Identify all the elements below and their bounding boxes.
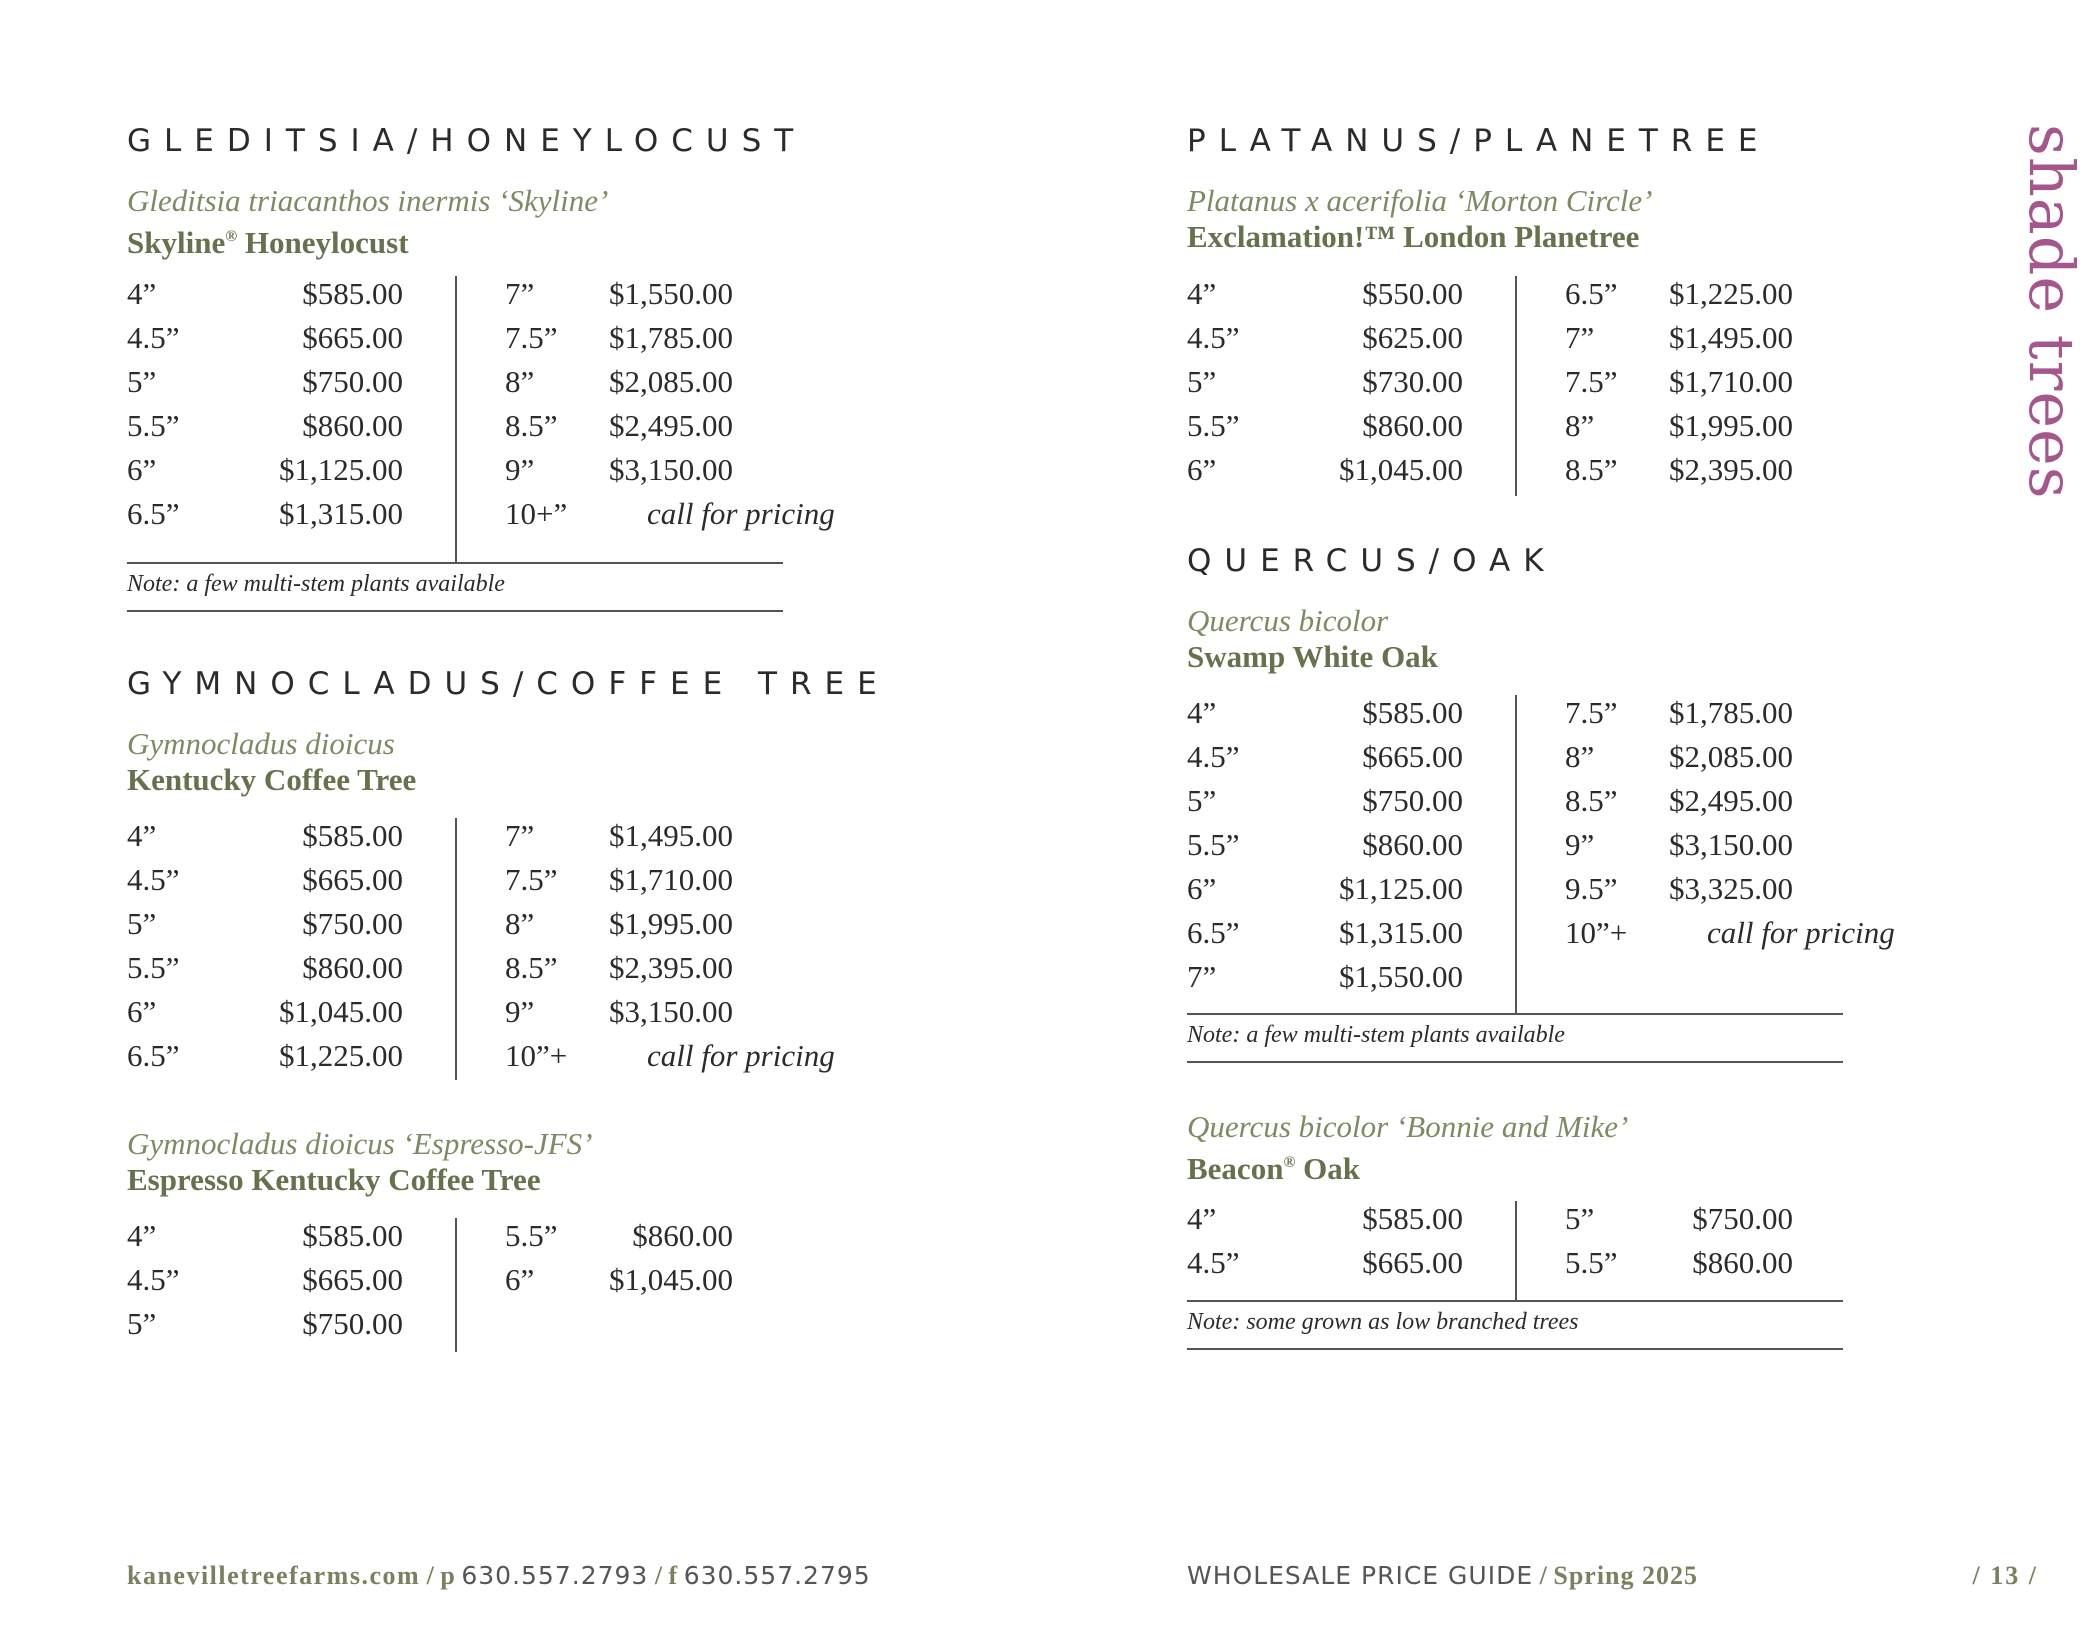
variety-latin-name: Gymnocladus dioicus ‘Espresso-JFS’ — [127, 1126, 593, 1161]
variety-latin-name: Gleditsia triacanthos inermis ‘Skyline’ — [127, 183, 609, 218]
price-row — [457, 320, 733, 364]
fax-label: f — [668, 1561, 678, 1590]
caliper-size: 4.5” — [1187, 1245, 1240, 1280]
variety-latin-name: Platanus x acerifolia ‘Morton Circle’ — [1187, 183, 1653, 218]
price-value: $1,045.00 — [609, 1262, 733, 1297]
common-name-suffix: Honeylocust — [237, 225, 409, 260]
price-table-espresso — [127, 1218, 787, 1352]
price-column-right — [1515, 695, 1895, 1013]
category-side-title: shade trees — [2015, 124, 2088, 500]
caliper-size: 7” — [1565, 320, 1595, 355]
caliper-size: 8” — [505, 906, 535, 941]
variety-common-name: Exclamation!™ London Planetree — [1187, 219, 1640, 254]
variety-exclamation — [1187, 183, 1653, 255]
caliper-size: 5” — [127, 906, 157, 941]
variety-skyline — [127, 183, 608, 261]
price-column-left — [1187, 276, 1463, 496]
price-value: $1,045.00 — [279, 994, 403, 1029]
price-value: $750.00 — [302, 1306, 403, 1341]
price-row — [127, 950, 403, 994]
caliper-size: 7.5” — [505, 320, 558, 355]
caliper-size: 6.5” — [1565, 276, 1618, 311]
price-row — [1517, 1245, 1793, 1289]
price-value: $585.00 — [1362, 695, 1463, 730]
caliper-size: 8.5” — [1565, 783, 1618, 818]
price-value: $860.00 — [1692, 1245, 1793, 1280]
price-row — [457, 1218, 733, 1262]
caliper-size: 7.5” — [505, 862, 558, 897]
variety-common-name: Kentucky Coffee Tree — [127, 762, 417, 797]
caliper-size: 10”+ — [505, 1038, 568, 1073]
price-value: $1,785.00 — [609, 320, 733, 355]
caliper-size: 5.5” — [1565, 1245, 1618, 1280]
price-row — [1187, 739, 1463, 783]
price-row — [1517, 871, 1793, 915]
price-row — [127, 994, 403, 1038]
price-value: $860.00 — [302, 408, 403, 443]
caliper-size: 4” — [127, 276, 157, 311]
price-row — [127, 276, 403, 320]
price-table-kentucky-coffee — [127, 818, 835, 1080]
price-column-left — [1187, 1201, 1463, 1289]
common-name-prefix: Beacon — [1187, 1151, 1284, 1186]
price-value: $750.00 — [302, 906, 403, 941]
price-table-beacon-oak — [1187, 1201, 1847, 1301]
price-column-right — [455, 818, 835, 1080]
price-row — [127, 818, 403, 862]
caliper-size: 7” — [505, 276, 535, 311]
variety-common-name — [127, 219, 608, 261]
price-row — [1517, 783, 1793, 827]
caliper-size: 7.5” — [1565, 695, 1618, 730]
price-value: $750.00 — [302, 364, 403, 399]
price-row — [127, 496, 403, 540]
price-row — [127, 1218, 403, 1262]
caliper-size: 5.5” — [505, 1218, 558, 1253]
price-value: $1,995.00 — [1669, 408, 1793, 443]
section-heading-gymnocladus: GYMNOCLADUS/COFFEE TREE — [127, 666, 890, 702]
caliper-size: 7” — [505, 818, 535, 853]
price-row — [1517, 1201, 1793, 1245]
caliper-size: 5.5” — [1187, 827, 1240, 862]
price-value: $585.00 — [302, 1218, 403, 1253]
price-value: $585.00 — [1362, 1201, 1463, 1236]
price-value: call for pricing — [647, 496, 835, 531]
price-row — [1187, 783, 1463, 827]
price-value: $3,150.00 — [1669, 827, 1793, 862]
caliper-size: 6.5” — [1187, 915, 1240, 950]
price-value: $2,085.00 — [1669, 739, 1793, 774]
caliper-size: 8” — [1565, 739, 1595, 774]
price-row — [457, 862, 733, 906]
price-value: $1,125.00 — [279, 452, 403, 487]
price-value: $2,395.00 — [609, 950, 733, 985]
footer-contact — [127, 1561, 871, 1591]
variety-common-name: Swamp White Oak — [1187, 639, 1438, 674]
caliper-size: 5” — [1187, 783, 1217, 818]
price-value: $1,495.00 — [609, 818, 733, 853]
variety-swamp-white-oak — [1187, 603, 1438, 675]
variety-latin-name: Gymnocladus dioicus — [127, 726, 395, 761]
price-column-left — [1187, 695, 1463, 1003]
price-row — [127, 364, 403, 408]
caliper-size: 4.5” — [127, 1262, 180, 1297]
price-value: $1,315.00 — [1339, 915, 1463, 950]
price-value: $3,325.00 — [1669, 871, 1793, 906]
caliper-size: 5.5” — [127, 408, 180, 443]
caliper-size: 4” — [1187, 1201, 1217, 1236]
price-value: $1,225.00 — [279, 1038, 403, 1073]
website-link[interactable]: kanevilletreefarms.com — [127, 1561, 421, 1590]
price-column-left — [127, 818, 403, 1082]
price-value: $860.00 — [302, 950, 403, 985]
caliper-size: 9.5” — [1565, 871, 1618, 906]
section-heading-gleditsia: GLEDITSIA/HONEYLOCUST — [127, 123, 807, 159]
price-value: $1,710.00 — [1669, 364, 1793, 399]
price-value: $730.00 — [1362, 364, 1463, 399]
variety-latin-name: Quercus bicolor — [1187, 603, 1389, 638]
variety-common-name — [1187, 1145, 1628, 1187]
guide-title: WHOLESALE PRICE GUIDE — [1187, 1561, 1534, 1590]
price-value: call for pricing — [647, 1038, 835, 1073]
caliper-size: 4.5” — [127, 862, 180, 897]
caliper-size: 6” — [1187, 452, 1217, 487]
note-box: Note: a few multi-stem plants available — [1187, 1013, 1843, 1063]
price-column-left — [127, 276, 403, 540]
price-row — [457, 1262, 733, 1306]
price-value: $550.00 — [1362, 276, 1463, 311]
phone-number: 630.557.2793 — [461, 1561, 649, 1590]
price-row — [1517, 364, 1793, 408]
price-row — [1187, 871, 1463, 915]
price-row — [457, 364, 733, 408]
price-value: $625.00 — [1362, 320, 1463, 355]
price-value: $585.00 — [302, 818, 403, 853]
separator: / — [648, 1561, 669, 1590]
price-row — [1187, 827, 1463, 871]
price-value: $665.00 — [302, 320, 403, 355]
caliper-size: 8.5” — [505, 408, 558, 443]
caliper-size: 6” — [127, 994, 157, 1029]
price-row — [1517, 695, 1793, 739]
price-column-right — [1515, 276, 1793, 496]
fax-number: 630.557.2795 — [683, 1561, 871, 1590]
registered-mark: ® — [225, 228, 238, 245]
price-row — [127, 906, 403, 950]
price-value: $1,710.00 — [609, 862, 733, 897]
price-row — [457, 496, 835, 540]
price-table-swamp-white-oak — [1187, 695, 1895, 1013]
price-row — [127, 862, 403, 906]
price-value: $860.00 — [1362, 827, 1463, 862]
common-name-suffix: Oak — [1295, 1151, 1360, 1186]
price-row — [457, 950, 733, 994]
caliper-size: 4” — [127, 1218, 157, 1253]
price-value: $1,315.00 — [279, 496, 403, 531]
price-row — [1187, 276, 1463, 320]
price-value: $1,125.00 — [1339, 871, 1463, 906]
common-name-prefix: Skyline — [127, 225, 226, 260]
caliper-size: 6” — [1187, 871, 1217, 906]
guide-season: Spring 2025 — [1553, 1561, 1699, 1590]
caliper-size: 10+” — [505, 496, 568, 531]
price-row — [457, 994, 733, 1038]
separator: / — [1533, 1561, 1554, 1590]
price-row — [457, 1038, 835, 1082]
price-row — [1187, 959, 1463, 1003]
price-table-skyline — [127, 276, 835, 562]
price-value: $3,150.00 — [609, 994, 733, 1029]
price-value: $1,995.00 — [609, 906, 733, 941]
caliper-size: 6.5” — [127, 496, 180, 531]
caliper-size: 8” — [505, 364, 535, 399]
price-value: $1,495.00 — [1669, 320, 1793, 355]
price-row — [1187, 364, 1463, 408]
variety-beacon-oak — [1187, 1109, 1628, 1187]
caliper-size: 5.5” — [1187, 408, 1240, 443]
caliper-size: 8.5” — [505, 950, 558, 985]
variety-kentucky-coffee — [127, 726, 416, 798]
price-row — [1517, 320, 1793, 364]
price-table-exclamation — [1187, 276, 1847, 496]
price-value: $860.00 — [1362, 408, 1463, 443]
price-value: $2,495.00 — [609, 408, 733, 443]
price-row — [1187, 452, 1463, 496]
price-row — [457, 276, 733, 320]
price-row — [1517, 827, 1793, 871]
price-row — [1187, 915, 1463, 959]
caliper-size: 4” — [1187, 695, 1217, 730]
caliper-size: 5” — [1187, 364, 1217, 399]
price-value: call for pricing — [1707, 915, 1895, 950]
price-value: $665.00 — [1362, 739, 1463, 774]
price-row — [127, 1306, 403, 1350]
price-value: $2,395.00 — [1669, 452, 1793, 487]
caliper-size: 4.5” — [1187, 739, 1240, 774]
price-row — [127, 1038, 403, 1082]
price-value: $665.00 — [302, 862, 403, 897]
price-column-left — [127, 1218, 403, 1350]
caliper-size: 4” — [127, 818, 157, 853]
caliper-size: 7.5” — [1565, 364, 1618, 399]
price-row — [1517, 915, 1895, 959]
caliper-size: 6” — [127, 452, 157, 487]
caliper-size: 5.5” — [127, 950, 180, 985]
caliper-size: 9” — [1565, 827, 1595, 862]
caliper-size: 6.5” — [127, 1038, 180, 1073]
caliper-size: 4” — [1187, 276, 1217, 311]
price-row — [1187, 320, 1463, 364]
price-row — [457, 818, 733, 862]
section-heading-quercus: QUERCUS/OAK — [1187, 543, 1557, 579]
price-value: $2,085.00 — [609, 364, 733, 399]
variety-common-name: Espresso Kentucky Coffee Tree — [127, 1162, 541, 1197]
price-row — [127, 1262, 403, 1306]
variety-espresso — [127, 1126, 592, 1198]
caliper-size: 8.5” — [1565, 452, 1618, 487]
registered-mark: ® — [1283, 1154, 1296, 1171]
price-row — [457, 906, 733, 950]
price-row — [1517, 276, 1793, 320]
variety-latin-name: Quercus bicolor ‘Bonnie and Mike’ — [1187, 1109, 1629, 1144]
section-heading-platanus: PLATANUS/PLANETREE — [1187, 123, 1771, 159]
price-value: $1,785.00 — [1669, 695, 1793, 730]
price-row — [1187, 695, 1463, 739]
caliper-size: 5” — [127, 1306, 157, 1341]
caliper-size: 9” — [505, 452, 535, 487]
caliper-size: 5” — [1565, 1201, 1595, 1236]
price-value: $585.00 — [302, 276, 403, 311]
phone-label: p — [440, 1561, 455, 1590]
price-row — [1187, 1201, 1463, 1245]
price-value: $860.00 — [632, 1218, 733, 1253]
price-row — [127, 408, 403, 452]
note-box: Note: a few multi-stem plants available — [127, 562, 783, 612]
note-box: Note: some grown as low branched trees — [1187, 1300, 1843, 1350]
price-value: $665.00 — [1362, 1245, 1463, 1280]
price-row — [127, 320, 403, 364]
price-row — [1187, 408, 1463, 452]
separator: / — [420, 1561, 441, 1590]
price-column-right — [455, 1218, 733, 1352]
page-number: / 13 / — [1972, 1561, 2038, 1590]
caliper-size: 5” — [127, 364, 157, 399]
caliper-size: 4.5” — [127, 320, 180, 355]
price-value: $750.00 — [1362, 783, 1463, 818]
price-column-right — [1515, 1201, 1793, 1301]
price-value: $1,045.00 — [1339, 452, 1463, 487]
price-row — [1517, 739, 1793, 783]
caliper-size: 4.5” — [1187, 320, 1240, 355]
caliper-size: 7” — [1187, 959, 1217, 994]
price-row — [457, 452, 733, 496]
caliper-size: 9” — [505, 994, 535, 1029]
price-row — [457, 408, 733, 452]
price-row — [1517, 452, 1793, 496]
price-row — [1187, 1245, 1463, 1289]
caliper-size: 6” — [505, 1262, 535, 1297]
price-value: $1,550.00 — [609, 276, 733, 311]
caliper-size: 10”+ — [1565, 915, 1628, 950]
price-row — [127, 452, 403, 496]
price-column-right — [455, 276, 835, 562]
caliper-size: 8” — [1565, 408, 1595, 443]
footer-guide — [1187, 1561, 1698, 1591]
price-value: $1,225.00 — [1669, 276, 1793, 311]
price-value: $2,495.00 — [1669, 783, 1793, 818]
price-row — [1517, 408, 1793, 452]
price-value: $1,550.00 — [1339, 959, 1463, 994]
price-value: $750.00 — [1692, 1201, 1793, 1236]
price-value: $3,150.00 — [609, 452, 733, 487]
price-value: $665.00 — [302, 1262, 403, 1297]
